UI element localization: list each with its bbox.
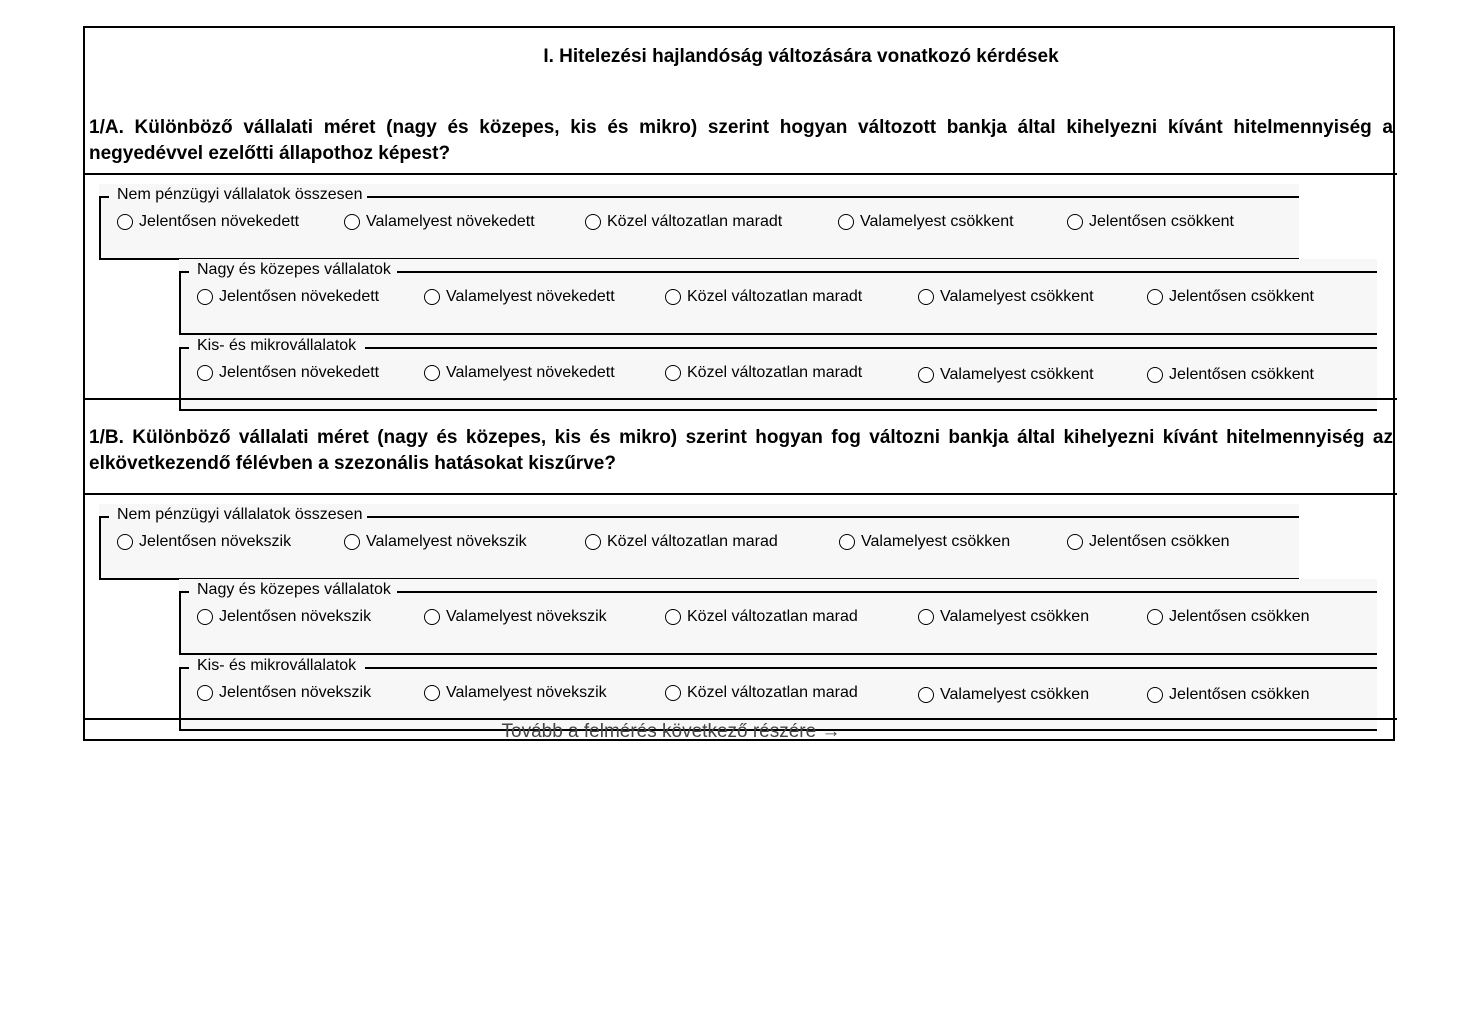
radio-button-icon[interactable]	[665, 365, 681, 381]
radio-option[interactable]: Valamelyest csökken	[918, 686, 1089, 704]
radio-option[interactable]: Közel változatlan maradt	[585, 213, 782, 231]
radio-button-icon[interactable]	[838, 214, 854, 230]
radio-button-icon[interactable]	[1067, 534, 1083, 550]
radio-option[interactable]: Jelentősen növekedett	[197, 288, 379, 306]
divider	[85, 493, 1397, 495]
radio-button-icon[interactable]	[918, 687, 934, 703]
group-label: Kis- és mikrovállalatok	[197, 657, 357, 674]
group-label: Kis- és mikrovállalatok	[197, 337, 357, 354]
radio-option[interactable]: Valamelyest csökkent	[918, 288, 1094, 306]
radio-option[interactable]: Valamelyest csökkent	[838, 213, 1014, 231]
radio-button-icon[interactable]	[918, 289, 934, 305]
radio-option[interactable]: Jelentősen csökken	[1067, 533, 1230, 551]
radio-button-icon[interactable]	[344, 534, 360, 550]
radio-option[interactable]: Közel változatlan maradt	[665, 364, 862, 382]
radio-option[interactable]: Közel változatlan marad	[585, 533, 778, 551]
radio-button-icon[interactable]	[197, 365, 213, 381]
radio-button-icon[interactable]	[1147, 609, 1163, 625]
radio-button-icon[interactable]	[585, 214, 601, 230]
radio-option[interactable]: Jelentősen növekszik	[117, 533, 291, 551]
radio-option[interactable]: Valamelyest csökken	[918, 608, 1089, 626]
radio-button-icon[interactable]	[665, 289, 681, 305]
radio-button-icon[interactable]	[918, 609, 934, 625]
radio-option[interactable]: Jelentősen csökkent	[1067, 213, 1234, 231]
radio-option[interactable]: Valamelyest növekedett	[424, 364, 615, 382]
radio-option[interactable]: Jelentősen csökkent	[1147, 366, 1314, 384]
section-title: I. Hitelezési hajlandóság változására vonatkozó kérdések	[543, 46, 1059, 67]
q1b-group-total	[99, 504, 1299, 580]
radio-button-icon[interactable]	[197, 685, 213, 701]
radio-button-icon[interactable]	[1067, 214, 1083, 230]
q1a-group-total	[99, 184, 1299, 260]
radio-option[interactable]: Valamelyest növekszik	[344, 533, 527, 551]
radio-button-icon[interactable]	[665, 609, 681, 625]
radio-button-icon[interactable]	[197, 609, 213, 625]
radio-button-icon[interactable]	[424, 289, 440, 305]
radio-button-icon[interactable]	[839, 534, 855, 550]
q1a-group-large	[179, 259, 1377, 335]
radio-button-icon[interactable]	[197, 289, 213, 305]
radio-option[interactable]: Valamelyest növekszik	[424, 684, 607, 702]
radio-button-icon[interactable]	[117, 534, 133, 550]
radio-option[interactable]: Valamelyest növekedett	[424, 288, 615, 306]
radio-option[interactable]: Jelentősen növekszik	[197, 608, 371, 626]
question-1b: 1/B. Különböző vállalati méret (nagy és közepes, kis és mikro) szerint hogyan fog változni bankja által kihelyezni kívánt hitelmennyiség az elkövetkezendő félévben a szezonális hatásokat kiszűrve?	[89, 427, 1393, 474]
radio-option[interactable]: Jelentősen növekedett	[117, 213, 299, 231]
radio-option[interactable]: Jelentősen növekszik	[197, 684, 371, 702]
radio-button-icon[interactable]	[665, 685, 681, 701]
radio-button-icon[interactable]	[1147, 367, 1163, 383]
radio-option[interactable]: Valamelyest növekszik	[424, 608, 607, 626]
radio-button-icon[interactable]	[918, 367, 934, 383]
radio-option[interactable]: Jelentősen csökken	[1147, 686, 1310, 704]
radio-button-icon[interactable]	[585, 534, 601, 550]
group-label: Nem pénzügyi vállalatok összesen	[117, 186, 363, 203]
radio-option[interactable]: Valamelyest csökken	[839, 533, 1010, 551]
radio-option[interactable]: Jelentősen csökkent	[1147, 288, 1314, 306]
radio-button-icon[interactable]	[424, 685, 440, 701]
radio-option[interactable]: Közel változatlan marad	[665, 684, 858, 702]
radio-button-icon[interactable]	[344, 214, 360, 230]
radio-option[interactable]: Valamelyest növekedett	[344, 213, 535, 231]
radio-option[interactable]: Közel változatlan marad	[665, 608, 858, 626]
radio-button-icon[interactable]	[1147, 687, 1163, 703]
radio-button-icon[interactable]	[1147, 289, 1163, 305]
next-section-link[interactable]: Tovább a felmérés következő részére →	[501, 721, 841, 742]
divider	[85, 173, 1397, 175]
group-label: Nem pénzügyi vállalatok összesen	[117, 506, 363, 523]
radio-button-icon[interactable]	[424, 365, 440, 381]
radio-option[interactable]: Jelentősen növekedett	[197, 364, 379, 382]
group-label: Nagy és közepes vállalatok	[197, 261, 391, 278]
divider	[85, 398, 1397, 400]
divider	[85, 718, 1397, 720]
radio-button-icon[interactable]	[117, 214, 133, 230]
radio-option[interactable]: Jelentősen csökken	[1147, 608, 1310, 626]
survey-frame	[83, 26, 1395, 741]
group-label: Nagy és közepes vállalatok	[197, 581, 391, 598]
q1b-group-large	[179, 579, 1377, 655]
radio-option[interactable]: Valamelyest csökkent	[918, 366, 1094, 384]
radio-button-icon[interactable]	[424, 609, 440, 625]
question-1a: 1/A. Különböző vállalati méret (nagy és közepes, kis és mikro) szerint hogyan változott bankja által kihelyezni kívánt hitelmennyiség a negyedévvel ezelőtti állapothoz képest?	[89, 117, 1393, 164]
radio-option[interactable]: Közel változatlan maradt	[665, 288, 862, 306]
